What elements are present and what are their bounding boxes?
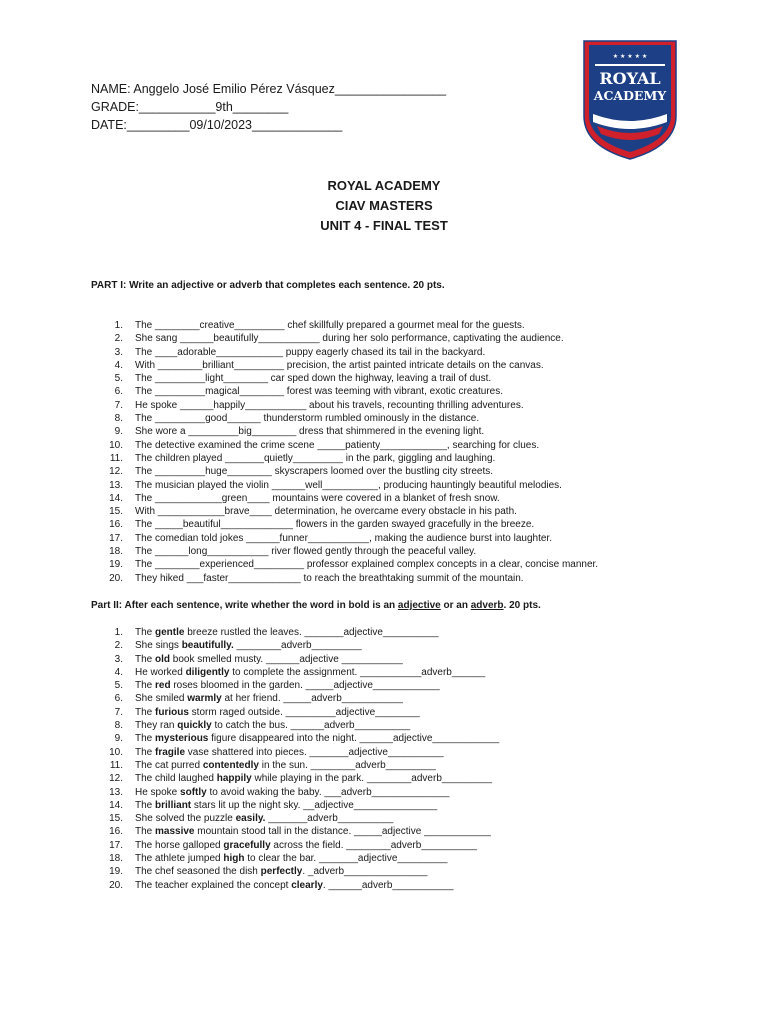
list-item: 18. The athlete jumped high to clear the bar. _______adjective_________ <box>109 853 448 865</box>
part2-heading: Part II: After each sentence, write whether the word in bold is an adjective or an adverb. 20 pts. <box>91 600 541 611</box>
list-item: 19. The chef seasoned the dish perfectly. _adverb_______________ <box>109 866 428 878</box>
list-item: 12. The child laughed happily while playing in the park. ________adverb_________ <box>109 773 492 785</box>
royal-academy-logo <box>581 38 679 162</box>
list-item: 10. The fragile vase shattered into pieces. _______adjective__________ <box>109 746 444 758</box>
list-item: 12. The _________huge________ skyscrapers loomed over the bustling city streets. <box>109 466 494 478</box>
list-item: 13. The musician played the violin ______well__________, producing hauntingly beautiful melodies. <box>109 479 562 491</box>
list-item: 11. The children played _______quietly_________ in the park, giggling and laughing. <box>109 452 496 464</box>
part2-list <box>91 626 499 892</box>
grade-line: GRADE:___________9th________ <box>91 100 289 114</box>
list-item: 13. He spoke softly to avoid waking the baby. ___adverb______________ <box>109 786 450 798</box>
date-line: DATE:_________09/10/2023_____________ <box>91 118 343 132</box>
list-item: 1. The ________creative_________ chef skillfully prepared a gourmet meal for the guests. <box>114 320 525 331</box>
list-item: 6. The _________magical________ forest was teeming with vibrant, exotic creatures. <box>114 386 503 398</box>
student-info <box>91 80 446 134</box>
adverb-underlined: adverb <box>470 600 504 611</box>
part1-list <box>91 319 598 585</box>
list-item: 17. The horse galloped gracefully across the field. ________adverb__________ <box>109 839 477 851</box>
list-item: 6. She smiled warmly at her friend. _____adverb___________ <box>114 693 403 705</box>
logo-line1: ROYAL <box>599 69 661 88</box>
list-item: 5. The red roses bloomed in the garden. _____adjective____________ <box>114 680 440 692</box>
list-item: 2. She sings beautifully. ________adverb_________ <box>114 640 362 652</box>
list-item: 8. The _________good______ thunderstorm rumbled ominously in the distance. <box>114 413 480 425</box>
list-item: 8. They ran quickly to catch the bus. ______adverb__________ <box>114 720 411 732</box>
list-item: 5. The _________light________ car sped down the highway, leaving a trail of dust. <box>114 373 492 385</box>
svg-text:★ ★ ★ ★ ★: ★ ★ ★ ★ ★ <box>612 53 648 60</box>
list-item: 17. The comedian told jokes ______funner___________, making the audience burst into laughter. <box>109 532 552 544</box>
school-title: ROYAL ACADEMY <box>327 178 441 193</box>
list-item: 18. The ______long___________ river flowed gently through the peaceful valley. <box>109 546 477 558</box>
list-item: 15. With ____________brave____ determination, he overcame every obstacle in his path. <box>109 506 517 518</box>
adjective-underlined: adjective <box>397 600 441 611</box>
list-item: 3. The old book smelled musty. ______adjective ___________ <box>114 653 403 665</box>
list-item: 2. She sang ______beautifully___________ during her solo performance, captivating the audience. <box>114 333 564 345</box>
name-line: NAME: Anggelo José Emilio Pérez Vásquez________________ <box>91 82 447 96</box>
list-item: 11. The cat purred contentedly in the sun. ________adverb_________ <box>109 759 436 771</box>
list-item: 15. She solved the puzzle easily. _______adverb__________ <box>109 813 394 825</box>
list-item: 3. The ____adorable____________ puppy eagerly chased its tail in the backyard. <box>114 346 486 358</box>
list-item: 4. He worked diligently to complete the assignment. ___________adverb______ <box>114 666 486 678</box>
list-item: 14. The ____________green____ mountains were covered in a blanket of fresh snow. <box>109 492 500 504</box>
list-item: 16. The _____beautiful_____________ flowers in the garden swayed gracefully in the breeze. <box>109 519 535 531</box>
list-item: 20. They hiked ___faster_____________ to reach the breathtaking summit of the mountain. <box>109 572 524 584</box>
list-item: 14. The brilliant stars lit up the night sky. __adjective_______________ <box>109 799 438 811</box>
list-item: 9. She wore a _________big________ dress that shimmered in the evening light. <box>114 426 485 438</box>
logo-line2: ACADEMY <box>593 88 667 103</box>
test-titles <box>0 176 768 236</box>
list-item: 10. The detective examined the crime scene _____patienty____________, searching for clues. <box>109 439 540 451</box>
list-item: 7. The furious storm raged outside. _________adjective________ <box>114 706 420 718</box>
list-item: 19. The ________experienced_________ professor explained complex concepts in a clear, concise manner. <box>109 559 599 571</box>
list-item: 4. With ________brilliant_________ precision, the artist painted intricate details on the canvas. <box>114 359 544 371</box>
list-item: 7. He spoke ______happily___________ about his travels, recounting thrilling adventures. <box>114 399 524 411</box>
list-item: 20. The teacher explained the concept clearly. ______adverb___________ <box>109 879 454 891</box>
list-item: 16. The massive mountain stood tall in the distance. _____adjective ____________ <box>109 826 491 838</box>
test-title: UNIT 4 - FINAL TEST <box>320 218 448 233</box>
list-item: 1. The gentle breeze rustled the leaves. _______adjective__________ <box>114 627 439 638</box>
part1-heading: PART I: Write an adjective or adverb that completes each sentence. 20 pts. <box>91 280 445 291</box>
program-title: CIAV MASTERS <box>335 198 433 213</box>
list-item: 9. The mysterious figure disappeared into the night. ______adjective____________ <box>114 733 500 745</box>
